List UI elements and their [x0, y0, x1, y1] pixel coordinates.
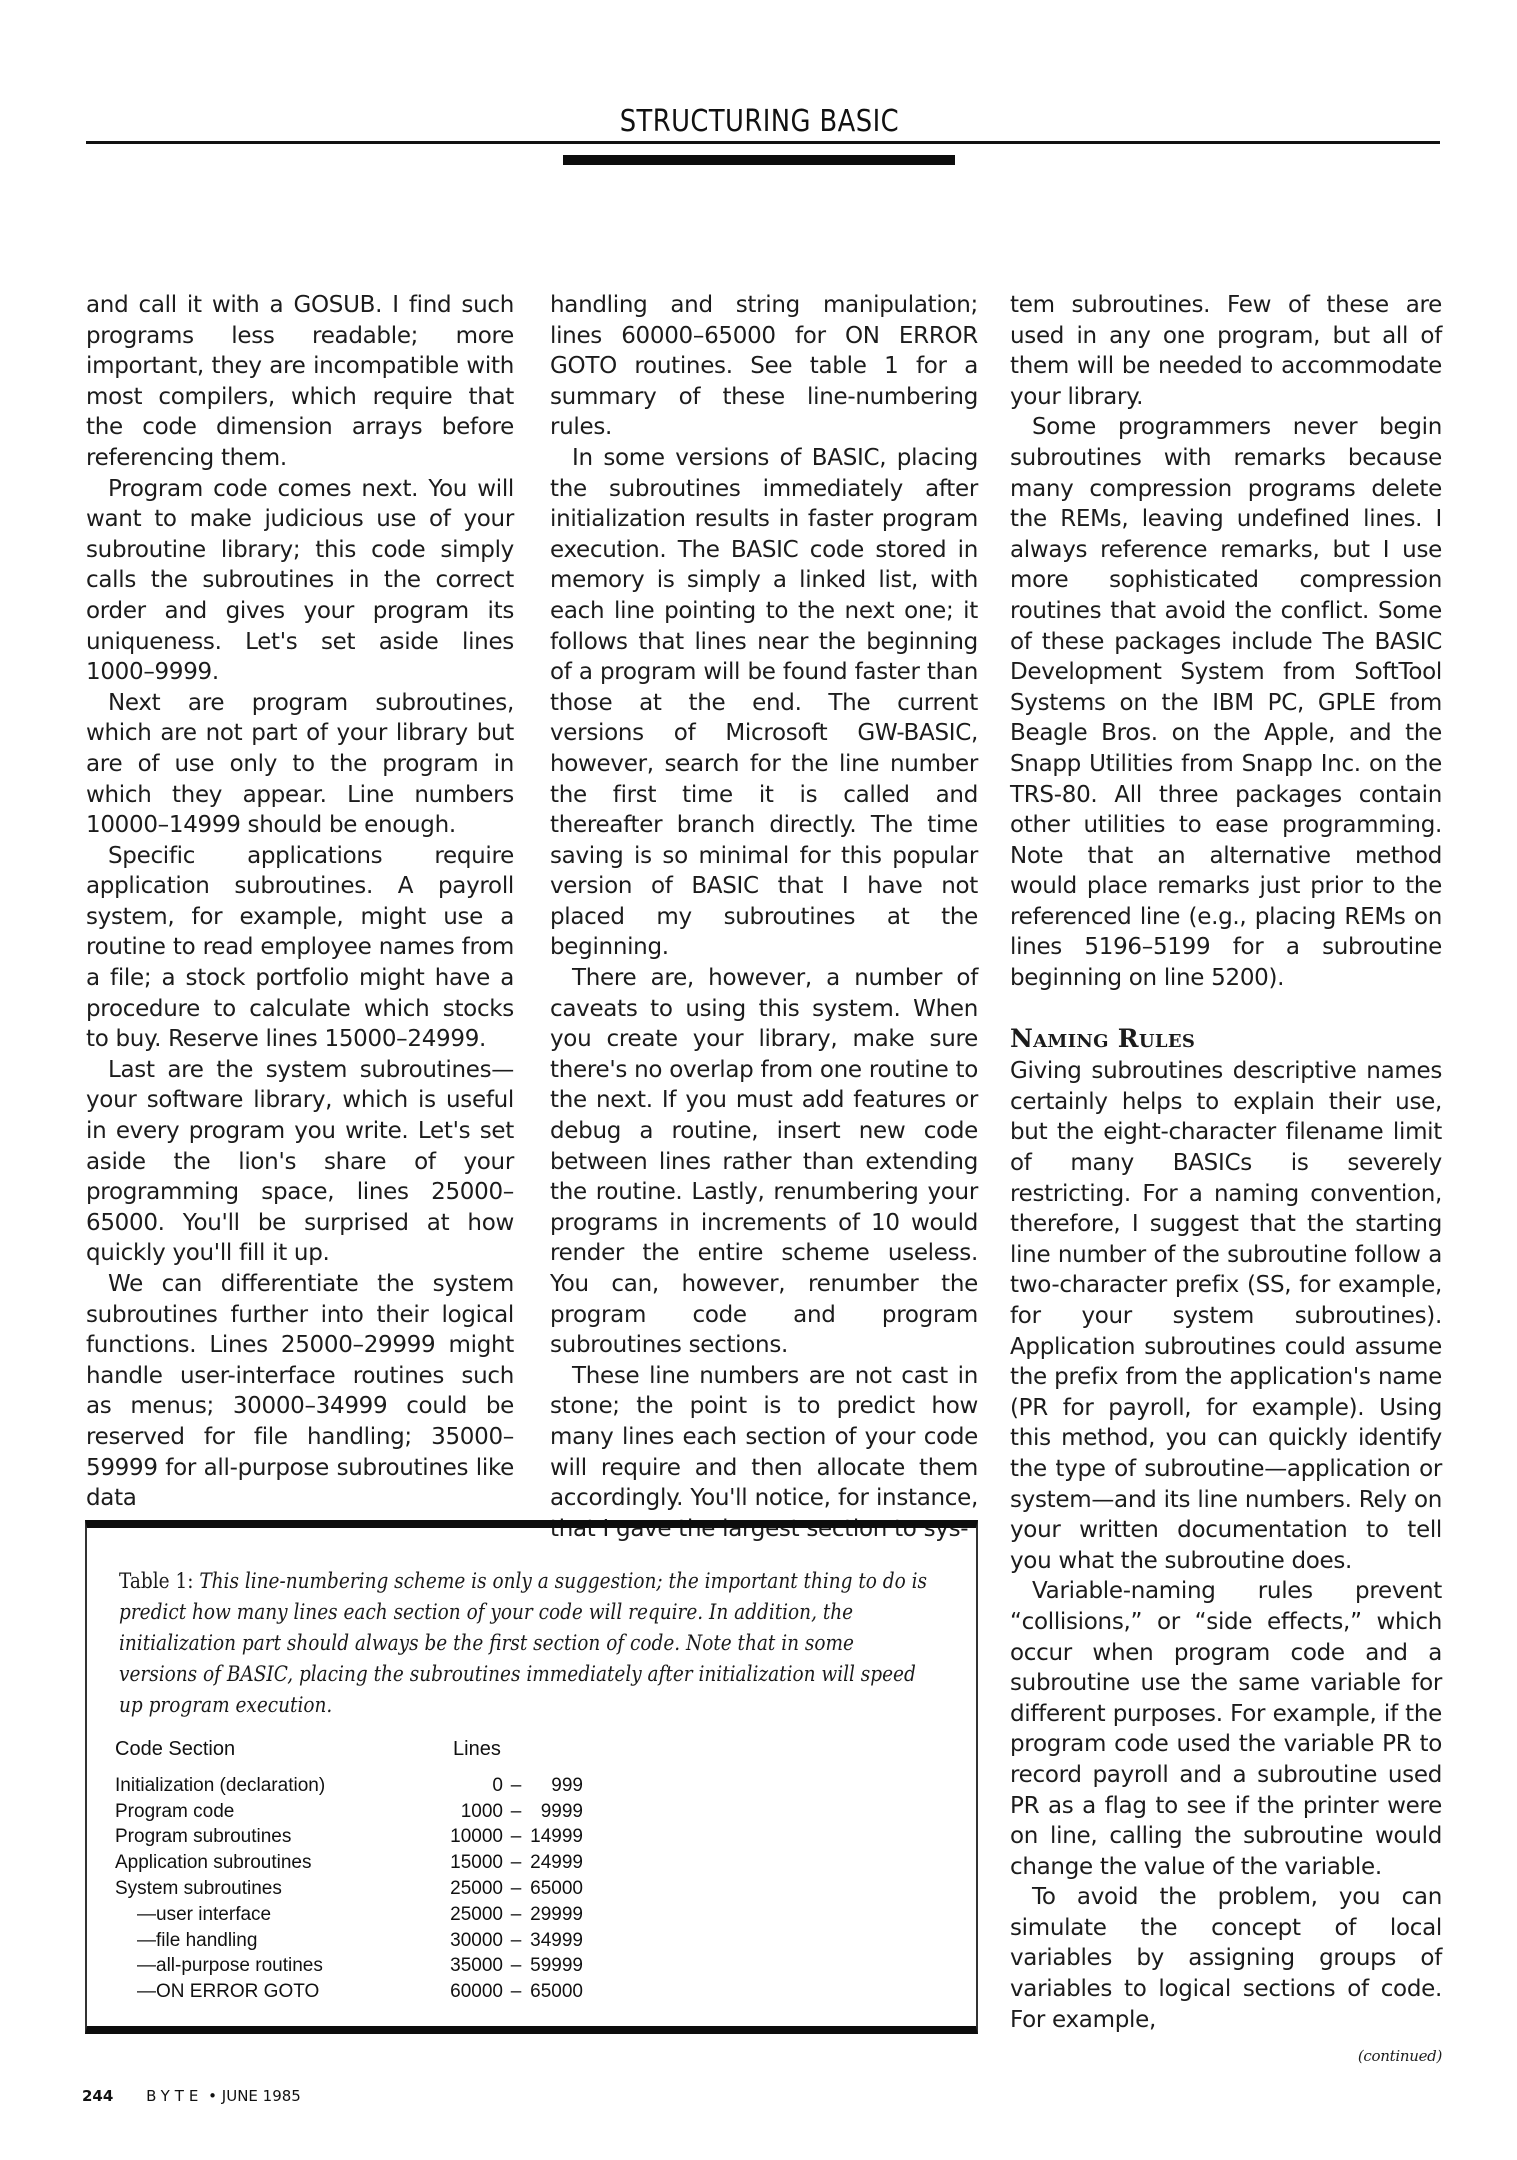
range-dash: – — [510, 1929, 522, 1951]
cell-code-section: Program subroutines — [115, 1826, 292, 1848]
footer-separator: • — [208, 2087, 218, 2105]
table-caption-label: Table 1: — [119, 1569, 200, 1593]
paragraph: Some programmers never begin subroutines with remarks because many compression programs delete the REMs, leaving undefined lines. I always reference remarks, but I use more sophisticated compression routines that avoid the conflict. Some of these packages include The BASIC Development System from SoftTool Systems on the IBM PC, GPLE from Beagle Bros. on the Apple, and the Snapp Utilities from Snapp Inc. on the TRS-80. All three packages contain other utilities to ease programming. Note that an alternative method would place remarks just prior to the referenced line (e.g., placing REMs on lines 5196–5199 for a subroutine beginning on line 5200). — [1010, 414, 1442, 992]
paragraph: Program code comes next. You will want to make judicious use of your subroutine library; this code simply calls the subroutines in the correct order and gives your program its uniqueness. Let's set aside lines 1000–9999. — [86, 475, 514, 686]
range-dash: – — [510, 1981, 522, 2003]
cell-code-section: Application subroutines — [115, 1852, 312, 1874]
cell-code-section: —user interface — [137, 1903, 272, 1925]
paragraph: There are, however, a number of caveats to using this system. When you create your library, make sure there's no overlap from one routine to the next. If you must add features or debug a routine, insert new code between lines rather than extending the routine. Lastly, renumbering your programs in increments of 10 would render the entire scheme useless. You can, however, renumber the program code and program subroutines sections. — [550, 965, 978, 1359]
cell-lines — [433, 1981, 583, 2003]
page-number: 244 — [82, 2087, 114, 2105]
cell-lines-from: 1000 — [460, 1800, 503, 1822]
header-lines: Lines — [453, 1738, 501, 1760]
cell-lines-to: 34999 — [530, 1929, 583, 1951]
range-dash: – — [510, 1955, 522, 1977]
range-dash: – — [510, 1903, 522, 1925]
cell-lines — [433, 1826, 583, 1848]
cell-lines-from: 15000 — [450, 1852, 503, 1874]
range-dash: – — [510, 1852, 522, 1874]
cell-lines-to: 29999 — [530, 1903, 583, 1925]
header-code-section: Code Section — [115, 1738, 236, 1760]
paragraph: Variable-naming rules prevent “collisions,” or “side effects,” which occur when program code and a subroutine use the same variable for different purposes. For example, if the program code used the variable PR to record payroll and a subroutine used PR as a flag to see if the printer were on line, calling the subroutine would change the value of the variable. — [1010, 1578, 1442, 1880]
cell-lines — [433, 1930, 583, 1952]
cell-lines-to: 9999 — [540, 1800, 583, 1822]
cell-code-section: —file handling — [137, 1929, 258, 1951]
cell-code-section: —ON ERROR GOTO — [137, 1981, 320, 2003]
paragraph: Specific applications require application subroutines. A payroll system, for example, might use a routine to read employee names from a file; a stock portfolio might have a procedure to calculate which stocks to buy. Reserve lines 15000–24999. — [86, 842, 514, 1053]
paragraph: To avoid the problem, you can simulate the concept of local variables by assigning groups of variables to logical sections of code. For example, — [1010, 1884, 1442, 2033]
range-dash: – — [510, 1826, 522, 1848]
continued-label: (continued) — [1357, 2047, 1442, 2066]
cell-code-section: System subroutines — [115, 1878, 282, 1900]
paragraph: Giving subroutines descriptive names certainly helps to explain their use, but the eight-character filename limit of many BASICs is severely restricting. For a naming convention, therefore, I suggest that the starting line number of the subroutine follow a two-character prefix (SS, for example, for your system subroutines). Application subroutines could assume the prefix from the application's name (PR for payroll, for example). Using this method, you can quickly identify the type of subroutine—application or system—and its line numbers. Rely on your written documentation to tell you what the subroutine does. — [1010, 1058, 1442, 1574]
cell-lines-to: 65000 — [530, 1878, 583, 1900]
cell-lines-from: 25000 — [450, 1878, 503, 1900]
cell-lines-to: 24999 — [530, 1852, 583, 1874]
table-1-box — [85, 1520, 978, 2034]
table-caption — [119, 1566, 937, 1721]
cell-lines-from: 35000 — [450, 1955, 503, 1977]
table-row — [115, 1799, 583, 1825]
line-number-table — [115, 1738, 583, 2005]
cell-lines — [433, 1801, 583, 1823]
header-bar — [563, 155, 955, 165]
paragraph: and call it with a GOSUB. I find such programs less readable; more important, they are incompatible with most compilers, which require that the code dimension arrays before referencing them. — [86, 292, 514, 471]
running-head: STRUCTURING BASIC — [619, 104, 900, 139]
section-heading: Naming Rules — [1010, 1023, 1196, 1053]
table-caption-text: This line-numbering scheme is only a suggestion; the important thing to do is predict how many lines each section of your code will require. In addition, the initialization part should always be the first section of code. Note that in some versions of BASIC, placing the subroutines immediately after initialization will speed up program execution. — [119, 1569, 928, 1717]
paragraph: tem subroutines. Few of these are used in any one program, but all of them will be needed to accommodate your library. — [1010, 292, 1442, 410]
table-row — [115, 1876, 583, 1902]
header-rule — [86, 141, 1440, 144]
table-row — [115, 1850, 583, 1876]
cell-lines-to: 14999 — [530, 1826, 583, 1848]
paragraph: We can differentiate the system subroutines further into their logical functions. Lines 25000–29999 might handle user-interface routines such as menus; 30000–34999 could be reserved for file handling; 35000–59999 for all-purpose subroutines like data — [86, 1271, 514, 1512]
text-column-2 — [550, 290, 978, 1544]
cell-code-section: —all-purpose routines — [137, 1955, 323, 1977]
table-row — [115, 1773, 583, 1799]
cell-lines-from: 60000 — [450, 1981, 503, 2003]
paragraph: handling and string manipulation; lines 60000–65000 for ON ERROR GOTO routines. See table 1 for a summary of these line-numbering rules. — [550, 292, 978, 441]
table-row — [115, 1979, 583, 2005]
table-body — [115, 1773, 583, 2005]
cell-lines — [433, 1878, 583, 1900]
magazine-name: BYTE — [146, 2087, 204, 2105]
cell-lines — [433, 1852, 583, 1874]
table-row — [115, 1954, 583, 1980]
cell-lines-from: 30000 — [450, 1929, 503, 1951]
table-row — [115, 1928, 583, 1954]
issue-date: JUNE 1985 — [221, 2087, 301, 2105]
page-footer — [82, 2087, 301, 2105]
cell-lines-from: 25000 — [450, 1903, 503, 1925]
cell-code-section: Program code — [115, 1800, 235, 1822]
cell-code-section: Initialization (declaration) — [115, 1774, 326, 1796]
range-dash: – — [510, 1878, 522, 1900]
table-header-row — [115, 1738, 583, 1761]
cell-lines — [433, 1775, 583, 1797]
range-dash: – — [510, 1774, 522, 1796]
cell-lines-to: 999 — [551, 1774, 583, 1796]
cell-lines-to: 59999 — [530, 1955, 583, 1977]
table-row — [115, 1825, 583, 1851]
cell-lines — [433, 1955, 583, 1977]
cell-lines-from: 10000 — [450, 1826, 503, 1848]
paragraph: Next are program subroutines, which are not part of your library but are of use only to the program in which they appear. Line numbers 10000–14999 should be enough. — [86, 689, 514, 839]
cell-lines — [433, 1904, 583, 1926]
table-row — [115, 1902, 583, 1928]
paragraph: In some versions of BASIC, placing the subroutines immediately after initialization results in faster program execution. The BASIC code stored in memory is simply a linked list, with each line pointing to the next one; it follows that lines near the beginning of a program will be found faster than those at the end. The current versions of Microsoft GW-BASIC, however, search for the line number the first time it is called and thereafter branch directly. The time saving is so minimal for this popular version of BASIC that I have not placed my subroutines at the beginning. — [550, 444, 978, 961]
range-dash: – — [510, 1800, 522, 1822]
paragraph: Last are the system subroutines—your software library, which is useful in every program you write. Let's set aside the lion's share of your programming space, lines 25000–65000. You'll be surprised at how quickly you'll fill it up. — [86, 1056, 514, 1267]
text-column-3 — [1010, 290, 1442, 2072]
text-column-1 — [86, 290, 514, 1514]
paragraph: These line numbers are not cast in stone; the point is to predict how many lines each section of your code will require and then allocate them accordingly. You'll notice, for instance, that I gave the largest section to sys- — [550, 1362, 978, 1542]
cell-lines-to: 65000 — [530, 1981, 583, 2003]
cell-lines-from: 0 — [492, 1774, 503, 1796]
